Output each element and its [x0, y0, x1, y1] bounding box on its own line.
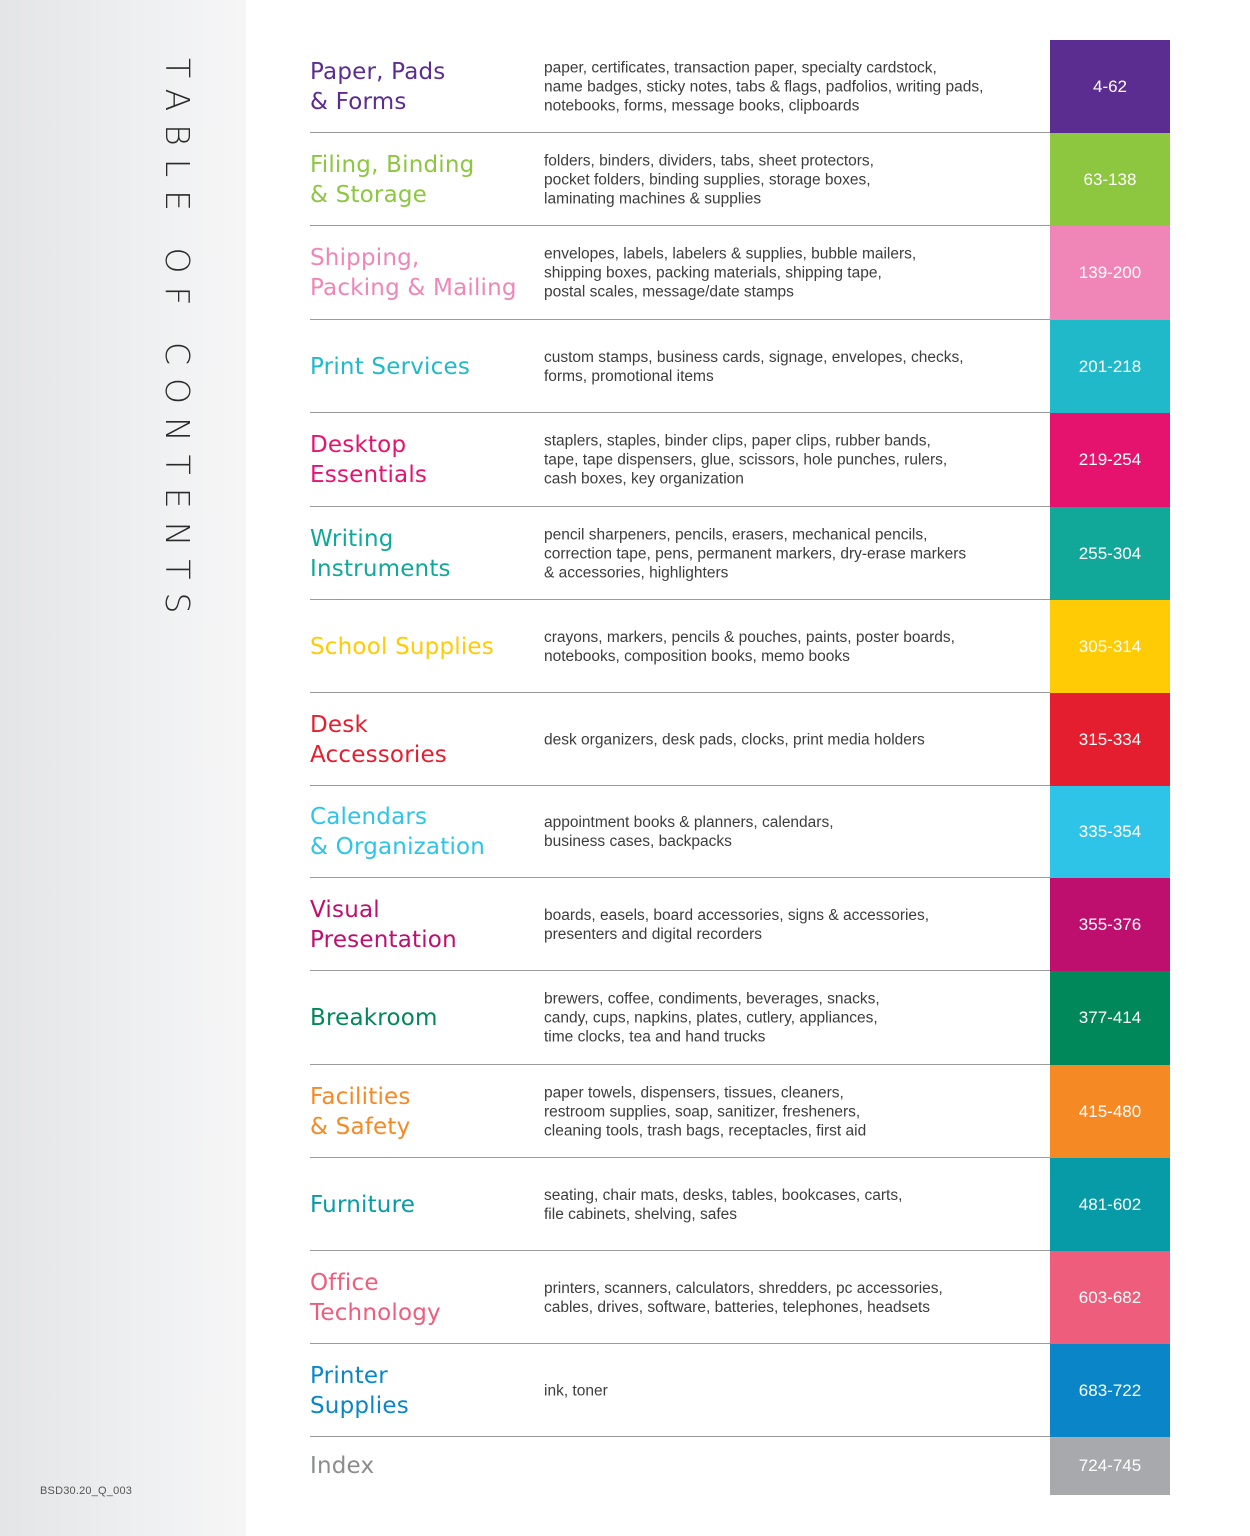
section-description [544, 245, 1044, 302]
section-description-line: candy, cups, napkins, plates, cutlery, appliances, [544, 1009, 878, 1027]
section-description [544, 1083, 1044, 1140]
section-description [544, 906, 1044, 944]
section-description-line: pocket folders, binding supplies, storage boxes, [544, 171, 871, 188]
section-description-line: crayons, markers, pencils & pouches, paints, poster boards, [544, 628, 955, 646]
section-title-line: Breakroom [310, 1005, 438, 1031]
section-description-line: staplers, staples, binder clips, paper clips, rubber bands, [544, 432, 931, 450]
section-description-line: & accessories, highlighters [544, 564, 729, 581]
section-title [310, 1082, 535, 1142]
page-range-tab[interactable] [1050, 971, 1170, 1065]
section-title-line: Shipping, [310, 245, 420, 271]
section-description-line: correction tape, pens, permanent markers, dry-erase markers [544, 545, 967, 562]
page-range-tab[interactable] [1050, 1065, 1170, 1158]
section-description-line: appointment books & planners, calendars, [544, 814, 834, 831]
section-title-line: & Safety [310, 1113, 411, 1140]
section-description-line: cables, drives, software, batteries, telephones, headsets [544, 1298, 930, 1316]
section-title [310, 632, 535, 662]
section-description-line: boards, easels, board accessories, signs & accessories, [544, 906, 930, 924]
sidebar [0, 0, 246, 1536]
section-title-line: & Storage [310, 181, 428, 208]
section-title [310, 1451, 535, 1481]
section-description [544, 1381, 1044, 1400]
section-title [310, 243, 535, 303]
section-description-line: folders, binders, dividers, tabs, sheet protectors, [544, 152, 874, 169]
section-title-line: Desktop [310, 432, 407, 458]
page-range-label: 335-354 [1078, 822, 1142, 841]
section-description-line: printers, scanners, calculators, shredders, pc accessories, [544, 1279, 943, 1297]
section-title [310, 524, 535, 584]
page-range-tab[interactable] [1050, 693, 1170, 786]
section-title-line: Calendars [310, 804, 428, 830]
section-title-line: Technology [310, 1299, 441, 1326]
toc-row[interactable] [310, 1437, 1170, 1495]
toc-row[interactable] [310, 1251, 1170, 1344]
section-description [544, 1186, 1044, 1224]
page-range-tab[interactable] [1050, 507, 1170, 600]
section-description-line: paper, certificates, transaction paper, specialty cardstock, [544, 59, 937, 76]
section-description [544, 730, 1044, 749]
section-description-line: file cabinets, shelving, safes [544, 1205, 737, 1223]
section-title [310, 1268, 535, 1328]
section-title-line: Packing & Mailing [310, 275, 517, 301]
page-range-label: 415-480 [1078, 1101, 1142, 1121]
section-description-line: business cases, backpacks [544, 833, 732, 850]
section-title-line: Instruments [310, 555, 451, 582]
page-range-tab[interactable] [1050, 40, 1170, 133]
section-description-line: presenters and digital recorders [544, 925, 762, 943]
section-description-line: restroom supplies, soap, sanitizer, fresheners, [544, 1103, 861, 1120]
section-description [544, 432, 1044, 489]
page-range-label: 315-334 [1078, 729, 1142, 749]
section-title-line: Print Services [310, 353, 471, 380]
section-title [310, 1003, 535, 1033]
page-range-label: 255-304 [1078, 543, 1142, 563]
section-description-line: ink, toner [544, 1382, 608, 1399]
page-range-label: 724-745 [1078, 1456, 1142, 1475]
section-title-line: Index [310, 1453, 375, 1479]
section-title-line: & Organization [310, 834, 486, 860]
section-title-line: Essentials [310, 462, 428, 488]
table-of-contents-title: TABLE OF CONTENTS [158, 58, 197, 627]
page-range-tab[interactable] [1050, 600, 1170, 693]
section-title-line: & Forms [310, 88, 407, 115]
toc-row[interactable] [310, 600, 1170, 693]
page-range-label: 355-376 [1078, 914, 1142, 934]
catalog-code: BSD30.20_Q_003 [40, 1485, 133, 1497]
toc-row[interactable] [310, 693, 1170, 786]
page-range-tab[interactable] [1050, 1437, 1170, 1495]
page-range-label: 377-414 [1078, 1008, 1142, 1027]
section-description-line: name badges, sticky notes, tabs & flags, padfolios, writing pads, [544, 78, 984, 95]
page-range-label: 201-218 [1078, 356, 1142, 376]
section-description-line: tape, tape dispensers, glue, scissors, hole punches, rulers, [544, 451, 948, 469]
toc-row[interactable] [310, 507, 1170, 600]
page-range-tab[interactable] [1050, 1251, 1170, 1344]
section-title-line: Filing, Binding [310, 151, 475, 178]
section-title-line: Facilities [310, 1083, 411, 1110]
section-description [544, 628, 1044, 666]
page-range-label: 603-682 [1078, 1287, 1142, 1307]
page-range-label: 305-314 [1078, 636, 1142, 656]
section-title-line: Furniture [310, 1191, 416, 1218]
section-title-line: Printer [310, 1362, 388, 1389]
section-description-line: notebooks, composition books, memo books [544, 647, 850, 665]
section-title [310, 430, 535, 490]
page-range-label: 139-200 [1078, 263, 1142, 282]
section-title [310, 710, 535, 770]
section-description [544, 348, 1044, 386]
toc-row[interactable] [310, 786, 1170, 878]
toc-row[interactable] [310, 320, 1170, 413]
section-title-line: Writing [310, 525, 394, 552]
section-description-line: desk organizers, desk pads, clocks, print media holders [544, 731, 925, 748]
section-description [544, 813, 1044, 851]
page-range-tab[interactable] [1050, 786, 1170, 878]
toc-row[interactable] [310, 878, 1170, 971]
section-title [310, 57, 535, 117]
page-range-tab[interactable] [1050, 1344, 1170, 1437]
section-title [310, 352, 535, 382]
section-description-line: pencil sharpeners, pencils, erasers, mechanical pencils, [544, 526, 928, 543]
section-title-line: Visual [310, 896, 380, 923]
page-range-tab[interactable] [1050, 320, 1170, 413]
section-description-line: laminating machines & supplies [544, 190, 762, 207]
section-title [310, 1361, 535, 1421]
page-range-tab[interactable] [1050, 133, 1170, 226]
page-range-label: 481-602 [1078, 1194, 1142, 1214]
section-description [544, 990, 1044, 1047]
section-description-line: brewers, coffee, condiments, beverages, snacks, [544, 990, 880, 1008]
section-title-line: Presentation [310, 926, 457, 953]
section-description-line: seating, chair mats, desks, tables, bookcases, carts, [544, 1186, 903, 1204]
page-range-tab[interactable] [1050, 413, 1170, 507]
toc-row[interactable] [310, 1065, 1170, 1158]
toc-row[interactable] [310, 226, 1170, 320]
section-description-line: time clocks, tea and hand trucks [544, 1028, 766, 1046]
toc-row[interactable] [310, 40, 1170, 133]
section-title-line: School Supplies [310, 633, 494, 660]
section-description-line: shipping boxes, packing materials, shipping tape, [544, 264, 882, 282]
section-title-line: Accessories [310, 741, 447, 768]
section-description-line: cleaning tools, trash bags, receptacles, first aid [544, 1122, 867, 1139]
page-range-tab[interactable] [1050, 878, 1170, 971]
toc-row[interactable] [310, 133, 1170, 226]
toc-row[interactable] [310, 413, 1170, 507]
section-description-line: notebooks, forms, message books, clipboards [544, 97, 860, 114]
section-description [544, 58, 1044, 115]
section-title-line: Paper, Pads [310, 58, 446, 85]
section-description-line: paper towels, dispensers, tissues, cleaners, [544, 1084, 844, 1101]
section-title [310, 150, 535, 210]
section-title [310, 895, 535, 955]
section-description-line: forms, promotional items [544, 367, 714, 385]
section-title-line: Desk [310, 711, 368, 738]
section-description-line: cash boxes, key organization [544, 470, 744, 488]
section-description [544, 1279, 1044, 1317]
section-description-line: envelopes, labels, labelers & supplies, bubble mailers, [544, 245, 917, 263]
section-description-line: postal scales, message/date stamps [544, 283, 794, 301]
section-title [310, 802, 535, 862]
section-description-line: custom stamps, business cards, signage, envelopes, checks, [544, 348, 964, 366]
toc-row[interactable] [310, 971, 1170, 1065]
section-title-line: Office [310, 1269, 379, 1296]
page-range-label: 683-722 [1078, 1380, 1142, 1400]
toc-row[interactable] [310, 1344, 1170, 1437]
page-range-tab[interactable] [1050, 1158, 1170, 1251]
section-description [544, 151, 1044, 208]
page-range-label: 4-62 [1092, 76, 1128, 96]
page-range-tab[interactable] [1050, 226, 1170, 320]
page-range-label: 219-254 [1078, 450, 1142, 469]
section-description [544, 525, 1044, 582]
section-title [310, 1190, 535, 1220]
page-range-label: 63-138 [1083, 169, 1137, 189]
section-title-line: Supplies [310, 1392, 409, 1419]
toc-row[interactable] [310, 1158, 1170, 1251]
